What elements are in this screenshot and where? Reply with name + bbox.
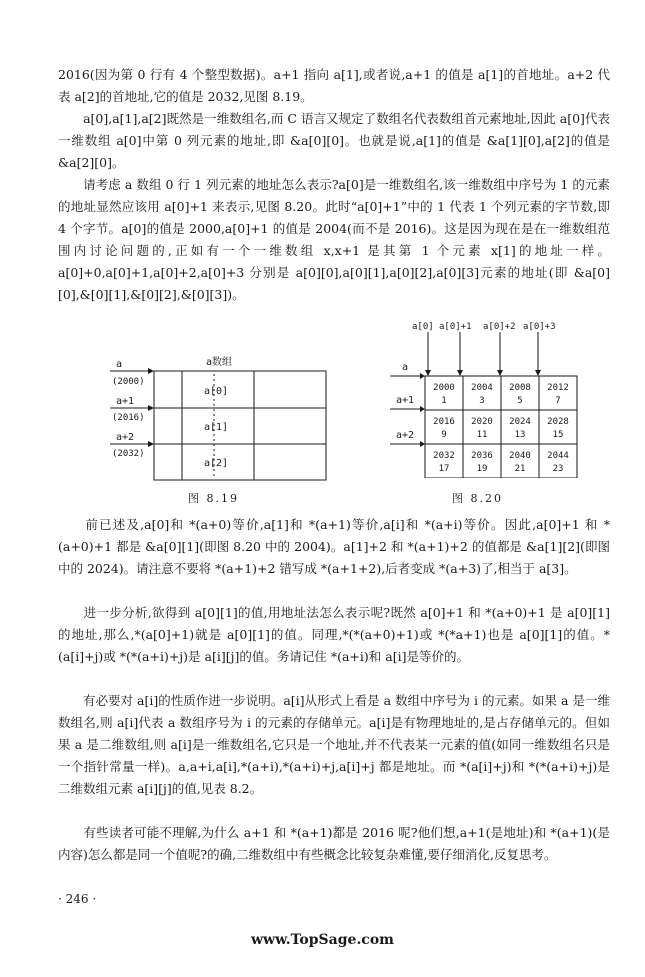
fig820-cell-10-val: 21 [514, 464, 526, 474]
fig820-cell-11-addr: 2044 [547, 451, 569, 461]
paragraph-6: 有必要对 a[i]的性质作进一步说明。a[i]从形式上看是 a 数组中序号为 i 的元素。如果 a 是一维数组名,则 a[i]代表 a 数组序号为 i 的元素的存储单元。a[i]是有物理地址的,是占存储单元的。但如果 a 是二维数组,则 a[i]是一维数组名,它只是一个地址,并不代表某一元素的值(如同一维数组名只是一个指针常量一样)。a,a+i,a[i],*(a+i),*(a+i)+j,a[i]+j 都是地址。而 *(a[i]+j)和 *(*(a+i)+j)是二维数组元素 a[i][j]的值,见表 8.2。 [58, 693, 610, 796]
fig820-cell-6-addr: 2024 [509, 417, 531, 427]
fig820-cell-0-addr: 2000 [433, 383, 455, 393]
fig819-arrowhead-a2 [148, 441, 154, 447]
fig819-caption: 图 8.19 [188, 492, 239, 505]
footer-url: www.TopSage.com [251, 932, 394, 948]
figure-8-19 [108, 352, 338, 492]
fig820-cell-7-addr: 2028 [547, 417, 569, 427]
page-number: · 246 · [58, 892, 97, 906]
fig820-cell-1-addr: 2004 [471, 383, 493, 393]
paragraph-5: 进一步分析,欲得到 a[0][1]的值,用地址法怎么表示呢?既然 a[0]+1 和 *(a+0)+1 是 a[0][1]的地址,那么,*(a[0]+1)就是 a[0][1]的值。同理,*(*(a+0)+1)或 *(*a+1)也是 a[0][1]的值。*(a[i]+j)或 *(*(a+i)+j)是 a[i][j]的值。务请记住 *(a+i)和 a[i]是等价的。 [58, 605, 610, 664]
fig820-cell-9-addr: 2036 [471, 451, 493, 461]
fig820-pointer-a1: a+1 [396, 395, 415, 406]
fig820-cell-4-val: 9 [441, 430, 447, 440]
fig820-pointer-a: a [402, 362, 409, 373]
fig819-address-1: (2016) [112, 413, 145, 423]
paragraph-4: 前已述及,a[0]和 *(a+0)等价,a[1]和 *(a+1)等价,a[i]和 *(a+i)等价。因此,a[0]+1 和 *(a+0)+1 都是 &a[0][1](即图 8.20 中的 2004)。a[1]+2 和 *(a+1)+2 的值都是 &a[1][2](即图中的 2024)。请注意不要将 *(a+1)+2 错写成 *(a+1+2),后者变成 *(a+3)了,相当于 a[3]。 [58, 517, 610, 576]
fig819-pointer-a1: a+1 [116, 396, 135, 407]
fig820-col-label-3: a[0]+3 [523, 322, 556, 332]
fig819-row-0: a[0] [204, 386, 229, 397]
fig820-cell-10-addr: 2040 [509, 451, 531, 461]
fig819-arrowhead-a [148, 368, 154, 374]
fig820-col-label-2: a[0]+2 [483, 322, 516, 332]
fig820-cell-3-addr: 2012 [547, 383, 569, 393]
fig820-cell-5-val: 11 [476, 430, 488, 440]
fig820-cell-4-addr: 2016 [433, 417, 455, 427]
fig820-arrowhead-a1 [420, 406, 425, 412]
fig820-cell-11-val: 23 [552, 464, 564, 474]
fig820-column-labels [412, 322, 556, 332]
fig820-cell-3-val: 7 [555, 396, 561, 406]
fig819-grid [154, 371, 326, 480]
fig820-pointer-a2: a+2 [396, 430, 415, 441]
fig820-cell-8-addr: 2032 [433, 451, 455, 461]
fig819-address-0: (2000) [112, 377, 145, 387]
fig819-pointer-a: a [116, 359, 123, 370]
fig820-cell-2-addr: 2008 [509, 383, 531, 393]
fig820-caption: 图 8.20 [452, 492, 503, 505]
fig820-cell-7-val: 15 [552, 430, 564, 440]
fig820-arrowhead-a [420, 373, 425, 379]
fig820-cell-6-val: 13 [514, 430, 526, 440]
fig820-cell-5-addr: 2020 [471, 417, 493, 427]
fig819-title: a数组 [206, 357, 233, 368]
fig819-address-2: (2032) [112, 449, 145, 459]
paragraph-2: a[0],a[1],a[2]既然是一维数组名,而 C 语言又规定了数组名代表数组首元素地址,因此 a[0]代表一维数组 a[0]中第 0 列元素的地址,即 &a[0][0]。也就是说,a[1]的值是 &a[1][0],a[2]的值是 &a[2][0]。 [58, 111, 610, 170]
fig820-cell-8-val: 17 [438, 464, 450, 474]
fig819-arrowhead-a1 [148, 405, 154, 411]
fig819-row-2: a[2] [204, 458, 229, 469]
fig820-col-label-1: a[0]+1 [439, 322, 472, 332]
figure-8-20 [388, 318, 588, 478]
paragraph-1: 2016(因为第 0 行有 4 个整型数据)。a+1 指向 a[1],或者说,a+1 的值是 a[1]的首地址。a+2 代表 a[2]的首地址,它的值是 2032,见图 8.19。 [58, 67, 610, 104]
paragraph-7: 有些读者可能不理解,为什么 a+1 和 *(a+1)都是 2016 呢?他们想,a+1(是地址)和 *(a+1)(是内容)怎么都是同一个值呢?的确,二维数组中有些概念比较复杂难懂,要仔细消化,反复思考。 [58, 825, 610, 862]
fig820-column-arrowheads [425, 370, 541, 376]
fig819-row-1: a[1] [204, 422, 229, 433]
fig820-column-arrows [428, 332, 538, 370]
fig820-cell-9-val: 19 [476, 464, 488, 474]
fig819-pointer-a2: a+2 [116, 432, 135, 443]
fig820-col-label-0: a[0] [412, 322, 434, 332]
fig820-cell-0-val: 1 [441, 396, 447, 406]
fig820-cell-2-val: 5 [517, 396, 523, 406]
paragraph-3: 请考虑 a 数组 0 行 1 列元素的地址怎么表示?a[0]是一维数组名,该一维数组中序号为 1 的元素的地址显然应该用 a[0]+1 来表示,见图 8.20。此时“a[0]+1”中的 1 代表 1 个列元素的字节数,即 4 个字节。a[0]的值是 2000,a[0]+1 的值是 2004(而不是 2016)。这是因为现在是在一维数组范围内讨论问题的,正如有一个一维数组 x,x+1 是其第 1 个元素 x[1]的地址一样。a[0]+0,a[0]+1,a[0]+2,a[0]+3 分别是 a[0][0],a[0][1],a[0][2],a[0][3]元素的地址(即 &a[0][0],&[0][1],&[0][2],&[0][3])。 [58, 177, 610, 302]
fig820-arrowhead-a2 [420, 441, 425, 447]
fig820-cell-1-val: 3 [479, 396, 485, 406]
